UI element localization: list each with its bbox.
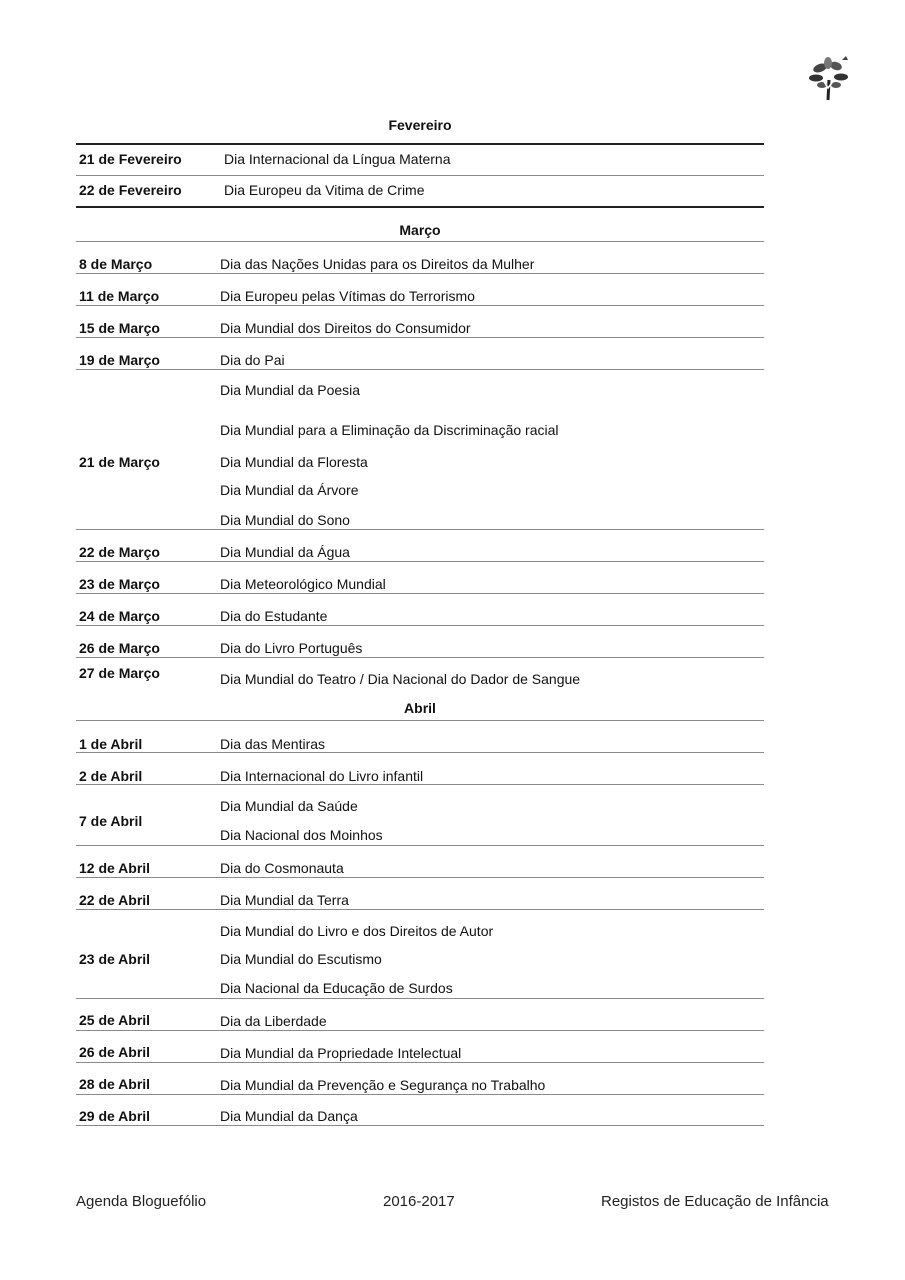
month-heading: Março [399,222,441,238]
row-divider [76,1094,764,1095]
row-divider [76,175,764,176]
event-date: 8 de Março [79,256,153,272]
event-date: 15 de Março [79,320,160,336]
event-name: Dia Mundial da Árvore [220,482,359,498]
event-name: Dia Mundial da Saúde [220,798,358,814]
event-date: 21 de Março [79,454,160,470]
divider [76,143,764,145]
event-name: Dia Mundial para a Eliminação da Discriminação racial [220,422,559,438]
event-date: 12 de Abril [79,860,151,876]
row-divider [76,593,764,594]
event-date: 26 de Março [79,640,160,656]
event-name: Dia Mundial do Livro e dos Direitos de Autor [220,923,494,939]
row-divider [76,1125,764,1126]
event-date: 11 de Março [79,288,160,304]
event-date: 24 de Março [79,608,160,624]
event-date: 19 de Março [79,352,160,368]
event-name: Dia do Estudante [220,608,328,624]
event-name: Dia Europeu da Vitima de Crime [224,182,425,198]
event-name: Dia Meteorológico Mundial [220,576,386,592]
footer-center: 2016-2017 [383,1193,455,1210]
event-name: Dia Mundial da Floresta [220,454,368,470]
row-divider [76,305,764,306]
row-divider [76,1030,764,1031]
event-name: Dia Mundial do Sono [220,512,350,528]
event-name: Dia Nacional da Educação de Surdos [220,980,453,996]
event-name: Dia Mundial da Terra [220,892,349,908]
event-name: Dia do Livro Português [220,640,363,656]
event-date: 26 de Abril [79,1044,151,1060]
event-date: 25 de Abril [79,1012,151,1028]
event-name: Dia Mundial do Escutismo [220,951,382,967]
event-name: Dia Mundial dos Direitos do Consumidor [220,320,471,336]
row-divider [76,273,764,274]
event-date: 21 de Fevereiro [79,151,182,167]
event-name: Dia Nacional dos Moinhos [220,827,383,843]
event-date: 7 de Abril [79,813,143,829]
footer-left: Agenda Bloguefólio [76,1193,207,1210]
month-heading: Abril [404,700,436,716]
event-date: 28 de Abril [79,1076,151,1092]
divider [76,241,764,242]
event-date: 23 de Abril [79,951,151,967]
row-divider [76,625,764,626]
event-date: 27 de Março [79,665,160,681]
event-date: 1 de Abril [79,736,143,752]
event-date: 22 de Abril [79,892,151,908]
divider [76,720,764,721]
event-date: 22 de Fevereiro [79,182,182,198]
event-name: Dia das Mentiras [220,736,326,752]
event-name: Dia Europeu pelas Vítimas do Terrorismo [220,288,475,304]
event-name: Dia do Cosmonauta [220,860,344,876]
row-divider [76,845,764,846]
row-divider [76,909,764,910]
month-heading: Fevereiro [388,117,452,133]
row-divider [76,998,764,999]
event-date: 29 de Abril [79,1108,151,1124]
event-name: Dia Mundial da Dança [220,1108,358,1124]
row-divider [76,529,764,530]
event-name: Dia das Nações Unidas para os Direitos da Mulher [220,256,535,272]
row-divider [76,877,764,878]
event-name: Dia Mundial do Teatro / Dia Nacional do Dador de Sangue [220,671,581,687]
event-name: Dia do Pai [220,352,285,368]
event-name: Dia da Liberdade [220,1013,327,1029]
row-divider [76,1062,764,1063]
event-name: Dia Internacional do Livro infantil [220,768,424,784]
event-name: Dia Mundial da Propriedade Intelectual [220,1045,462,1061]
row-divider [76,206,764,208]
event-name: Dia Internacional da Língua Materna [224,151,451,167]
row-divider [76,784,764,785]
row-divider [76,752,764,753]
row-divider [76,369,764,370]
event-name: Dia Mundial da Água [220,544,350,560]
footer-right: Registos de Educação de Infância [601,1193,829,1210]
event-date: 22 de Março [79,544,160,560]
plant-logo-icon [808,54,850,102]
row-divider [76,657,764,658]
event-name: Dia Mundial da Poesia [220,382,361,398]
event-date: 23 de Março [79,576,160,592]
row-divider [76,337,764,338]
row-divider [76,561,764,562]
event-date: 2 de Abril [79,768,143,784]
event-name: Dia Mundial da Prevenção e Segurança no Trabalho [220,1077,546,1093]
